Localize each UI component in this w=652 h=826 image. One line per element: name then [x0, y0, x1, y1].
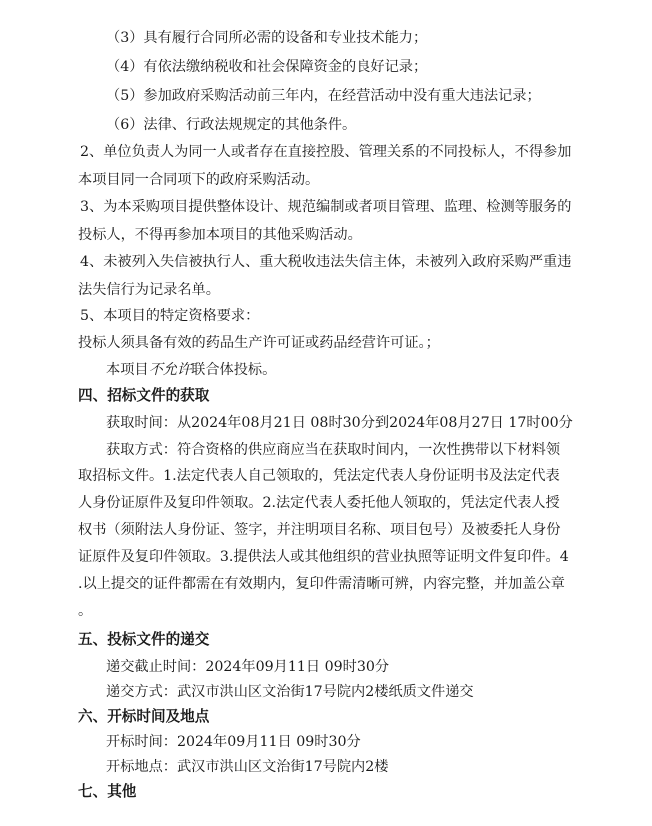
qualification-item-5: （5）参加政府采购活动前三年内，在经营活动中没有重大违法记录； — [106, 88, 541, 104]
acquisition-method-line-5: 证原件及复印件领取。3.提供法人或其他组织的营业执照等证明文件复印件。4 — [78, 549, 569, 565]
submission-deadline: 递交截止时间：2024年09月11日 09时30分 — [106, 659, 390, 675]
qualification-item-4: （4）有依法缴纳税收和社会保障资金的良好记录； — [106, 59, 428, 75]
joint-bid-suffix: 联合体投标。 — [191, 362, 277, 378]
acquisition-method-line-2: 取招标文件。1.法定代表人自己领取的，凭法定代表人身份证明书及法定代表 — [78, 468, 560, 484]
section-5-heading: 五、投标文件的递交 — [78, 631, 210, 648]
qualification-item-3: （3）具有履行合同所必需的设备和专业技术能力； — [106, 30, 428, 46]
requirement-3-line-1: 3、为本采购项目提供整体设计、规范编制或者项目管理、监理、检测等服务的 — [80, 199, 572, 215]
section-6-heading: 六、开标时间及地点 — [78, 708, 210, 725]
acquisition-method-line-6: .以上提交的证件都需在有效期内，复印件需清晰可辨，内容完整，并加盖公章 — [78, 576, 565, 592]
acquisition-method-line-3: 人身份证原件及复印件领取。2.法定代表人委托他人领取的，凭法定代表人授 — [78, 495, 560, 511]
qualification-item-6: （6）法律、行政法规规定的其他条件。 — [106, 117, 357, 133]
requirement-5-license: 投标人须具备有效的药品生产许可证或药品经营许可证。； — [78, 335, 440, 351]
acquisition-time: 获取时间：从2024年08月21日 08时30分到2024年08月27日 17时00分 — [106, 415, 573, 431]
acquisition-method-line-4: 权书（须附法人身份证、签字，并注明项目名称、项目包号）及被委托人身份 — [78, 522, 561, 538]
requirement-4-line-1: 4、未被列入失信被执行人、重大税收违法失信主体，未被列入政府采购严重违 — [80, 254, 572, 270]
section-4-heading: 四、招标文件的获取 — [78, 387, 210, 404]
requirement-2-line-1: 2、单位负责人为同一人或者存在直接控股、管理关系的不同投标人，不得参加 — [80, 144, 572, 160]
requirement-4-line-2: 法失信行为记录名单。 — [78, 282, 220, 298]
acquisition-method-line-1: 获取方式：符合资格的供应商应当在获取时间内，一次性携带以下材料领 — [106, 442, 561, 458]
section-7-heading: 七、其他 — [78, 783, 137, 800]
requirement-5-title: 5、本项目的特定资格要求： — [80, 308, 260, 324]
submission-method: 递交方式：武汉市洪山区文治街17号院内2楼纸质文件递交 — [106, 684, 474, 700]
opening-place: 开标地点：武汉市洪山区文治街17号院内2楼 — [106, 759, 389, 775]
requirement-3-line-2: 投标人，不得再参加本项目的其他采购活动。 — [78, 227, 362, 243]
acquisition-method-line-7: 。 — [78, 603, 93, 619]
joint-bid-statement — [106, 360, 276, 380]
opening-time: 开标时间：2024年09月11日 09时30分 — [106, 734, 361, 750]
requirement-2-line-2: 本项目同一合同项下的政府采购活动。 — [78, 172, 320, 188]
joint-bid-prefix: 本项目 — [106, 362, 149, 378]
joint-bid-not-allowed: 不允许 — [148, 362, 192, 378]
